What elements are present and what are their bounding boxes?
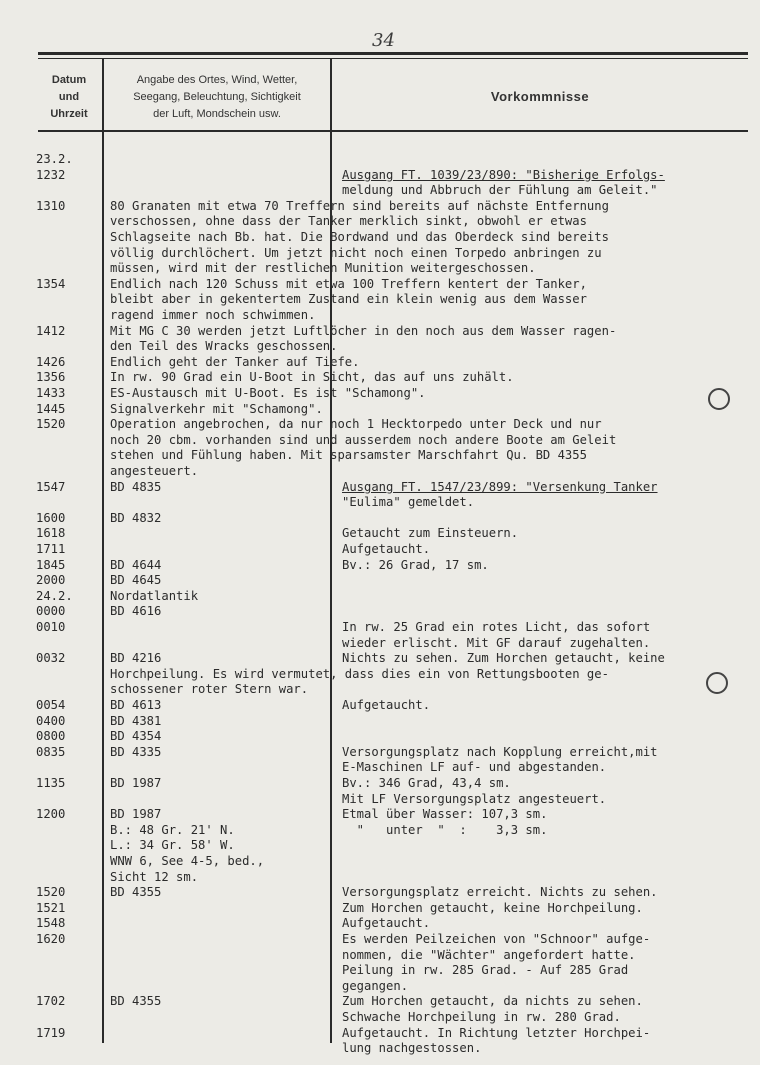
time-cell: 1520 xyxy=(36,885,66,900)
event-cell: Peilung in rw. 285 Grad. - Auf 285 Grad xyxy=(342,963,629,978)
log-row xyxy=(0,542,760,556)
location-cell: BD 4355 xyxy=(110,885,162,900)
log-row xyxy=(0,838,760,852)
header-time-line-3: Uhrzeit xyxy=(50,108,88,120)
time-cell: 1200 xyxy=(36,807,66,822)
event-cell: Ausgang FT. 1039/23/890: "Bisherige Erfolgs- xyxy=(342,167,665,182)
event-cell: Nichts zu sehen. Zum Horchen getaucht, keine xyxy=(342,651,665,666)
header-location-line-2: Seegang, Beleuchtung, Sichtigkeit xyxy=(133,91,301,103)
time-cell: 1521 xyxy=(36,900,66,915)
header-rule xyxy=(38,130,748,132)
log-row xyxy=(0,745,760,759)
log-row xyxy=(0,963,760,977)
event-cell: Zum Horchen getaucht, keine Horchpeilung. xyxy=(342,900,643,915)
log-row xyxy=(0,620,760,634)
top-rule-thin xyxy=(38,58,748,59)
location-cell: Endlich geht der Tanker auf Tiefe. xyxy=(110,354,360,369)
log-row xyxy=(0,854,760,868)
header-time-column xyxy=(40,72,98,123)
circle-mark-icon xyxy=(706,672,728,694)
log-row xyxy=(0,901,760,915)
log-row xyxy=(0,792,760,806)
event-cell: nommen, die "Wächter" angefordert hatte. xyxy=(342,947,636,962)
time-cell: 1547 xyxy=(36,479,66,494)
location-cell: stehen und Fühlung haben. Mit sparsamster Marschfahrt Qu. BD 4355 xyxy=(110,448,587,463)
time-cell: 0835 xyxy=(36,744,66,759)
time-cell: 0800 xyxy=(36,729,66,744)
location-cell: BD 4644 xyxy=(110,557,162,572)
log-row xyxy=(0,277,760,291)
location-cell: BD 1987 xyxy=(110,807,162,822)
time-cell: 1711 xyxy=(36,542,66,556)
time-cell: 0032 xyxy=(36,651,66,666)
location-cell: BD 4645 xyxy=(110,573,162,588)
event-cell: Schwache Horchpeilung in rw. 280 Grad. xyxy=(342,1010,621,1024)
event-cell: Zum Horchen getaucht, da nichts zu sehen. xyxy=(342,994,643,1009)
location-cell: BD 4613 xyxy=(110,698,162,712)
time-cell: 23.2. xyxy=(36,152,73,166)
event-cell: Aufgetaucht. xyxy=(342,542,431,556)
location-cell: 80 Granaten mit etwa 70 Treffern sind bereits auf nächste Entfernung xyxy=(110,198,609,213)
location-cell: BD 4835 xyxy=(110,479,162,494)
location-cell: L.: 34 Gr. 58' W. xyxy=(110,838,235,853)
event-cell: meldung und Abbruch der Fühlung am Geleit." xyxy=(342,183,658,198)
log-row xyxy=(0,948,760,962)
location-cell: B.: 48 Gr. 21' N. xyxy=(110,822,235,837)
location-cell: ragend immer noch schwimmen. xyxy=(110,308,316,322)
log-row xyxy=(0,870,760,884)
time-cell: 1135 xyxy=(36,776,66,790)
log-row xyxy=(0,651,760,665)
time-cell: 1719 xyxy=(36,1025,66,1040)
log-row xyxy=(0,979,760,993)
time-cell: 1412 xyxy=(36,323,66,338)
location-cell: völlig durchlöchert. Um jetzt nicht noch einen Torpedo anbringen zu xyxy=(110,245,602,260)
log-row xyxy=(0,448,760,462)
log-row xyxy=(0,1026,760,1040)
location-cell: BD 4355 xyxy=(110,994,162,1009)
time-cell: 0054 xyxy=(36,698,66,712)
header-time-line-1: Datum xyxy=(51,74,87,86)
time-cell: 0000 xyxy=(36,604,66,619)
location-cell: Sicht 12 sm. xyxy=(110,869,199,884)
log-row xyxy=(0,667,760,681)
time-cell: 1600 xyxy=(36,510,66,525)
location-cell: Operation angebrochen, da nur noch 1 Hecktorpedo unter Deck und nur xyxy=(110,417,602,432)
log-row xyxy=(0,292,760,306)
log-row xyxy=(0,168,760,182)
log-row xyxy=(0,433,760,447)
log-row xyxy=(0,729,760,743)
event-cell: Aufgetaucht. xyxy=(342,698,431,712)
log-row xyxy=(0,480,760,494)
log-row xyxy=(0,230,760,244)
log-row xyxy=(0,355,760,369)
header-time-line-2: und xyxy=(58,91,80,103)
log-row xyxy=(0,885,760,899)
location-cell: angesteuert. xyxy=(110,464,199,478)
log-row xyxy=(0,402,760,416)
log-row xyxy=(0,495,760,509)
location-cell: Signalverkehr mit "Schamong". xyxy=(110,401,323,416)
time-cell: 1433 xyxy=(36,386,66,400)
log-row xyxy=(0,682,760,696)
time-cell: 1232 xyxy=(36,167,66,182)
page-number: 34 xyxy=(372,30,395,51)
log-row xyxy=(0,932,760,946)
log-row xyxy=(0,558,760,572)
header-location-line-3: der Luft, Mondschein usw. xyxy=(153,108,281,120)
log-row xyxy=(0,823,760,837)
log-row xyxy=(0,604,760,618)
log-row xyxy=(0,573,760,587)
log-row xyxy=(0,636,760,650)
location-cell: Schlagseite nach Bb. hat. Die Bordwand und das Oberdeck sind bereits xyxy=(110,230,609,244)
location-cell: BD 4216 xyxy=(110,651,162,666)
event-cell: E-Maschinen LF auf- und abgestanden. xyxy=(342,760,607,775)
location-cell: schossener roter Stern war. xyxy=(110,682,309,697)
time-cell: 1310 xyxy=(36,198,66,213)
log-row xyxy=(0,511,760,525)
log-row xyxy=(0,714,760,728)
location-cell: Endlich nach 120 Schuss mit etwa 100 Treffern kentert der Tanker, xyxy=(110,276,587,291)
event-cell: Es werden Peilzeichen von "Schnoor" aufge- xyxy=(342,932,651,946)
log-row xyxy=(0,339,760,353)
log-row xyxy=(0,386,760,400)
time-cell: 0400 xyxy=(36,713,66,728)
log-row xyxy=(0,807,760,821)
time-cell: 1426 xyxy=(36,354,66,369)
log-row xyxy=(0,464,760,478)
log-row xyxy=(0,199,760,213)
log-row xyxy=(0,1010,760,1024)
event-cell: gegangen. xyxy=(342,978,409,993)
event-cell: Aufgetaucht. xyxy=(342,916,431,931)
event-cell: Aufgetaucht. In Richtung letzter Horchpei- xyxy=(342,1025,651,1040)
log-row xyxy=(0,776,760,790)
log-row xyxy=(0,916,760,930)
log-row xyxy=(0,994,760,1008)
event-cell: In rw. 25 Grad ein rotes Licht, das sofort xyxy=(342,620,651,634)
time-cell: 1354 xyxy=(36,276,66,291)
event-cell: wieder erlischt. Mit GF darauf zugehalten. xyxy=(342,635,651,650)
time-cell: 0010 xyxy=(36,620,66,634)
location-cell: den Teil des Wracks geschossen. xyxy=(110,339,338,354)
location-cell: In rw. 90 Grad ein U-Boot in Sicht, das auf uns zuhält. xyxy=(110,370,514,385)
location-cell: BD 4616 xyxy=(110,604,162,619)
log-row xyxy=(0,698,760,712)
log-row xyxy=(0,152,760,166)
time-cell: 1356 xyxy=(36,370,66,385)
event-cell: Etmal über Wasser: 107,3 sm. xyxy=(342,807,548,822)
location-cell: noch 20 cbm. vorhanden sind und ausserdem noch andere Boote am Geleit xyxy=(110,432,617,447)
time-cell: 24.2. xyxy=(36,588,73,603)
log-row xyxy=(0,246,760,260)
log-row xyxy=(0,526,760,540)
event-cell: lung nachgestossen. xyxy=(342,1041,482,1056)
log-row xyxy=(0,417,760,431)
event-cell: Getaucht zum Einsteuern. xyxy=(342,526,519,541)
time-cell: 1618 xyxy=(36,526,66,541)
event-cell: " unter " : 3,3 sm. xyxy=(342,822,548,837)
header-events-column: Vorkommnisse xyxy=(490,89,590,104)
location-cell: bleibt aber in gekentertem Zustand ein klein wenig aus dem Wasser xyxy=(110,292,587,307)
log-row xyxy=(0,308,760,322)
time-cell: 2000 xyxy=(36,573,66,588)
event-cell: Versorgungsplatz nach Kopplung erreicht,mit xyxy=(342,744,658,759)
location-cell: ES-Austausch mit U-Boot. Es ist "Schamong". xyxy=(110,386,426,400)
log-row xyxy=(0,589,760,603)
time-cell: 1548 xyxy=(36,916,66,931)
location-cell: müssen, wird mit der restlichen Munition weitergeschossen. xyxy=(110,261,536,276)
location-cell: BD 1987 xyxy=(110,776,162,790)
circle-mark-icon xyxy=(708,388,730,410)
event-cell: Mit LF Versorgungsplatz angesteuert. xyxy=(342,791,607,806)
time-cell: 1445 xyxy=(36,401,66,416)
time-cell: 1520 xyxy=(36,417,66,432)
log-row xyxy=(0,1041,760,1055)
top-rule xyxy=(38,52,748,55)
location-cell: BD 4832 xyxy=(110,510,162,525)
header-location-line-1: Angabe des Ortes, Wind, Wetter, xyxy=(136,74,298,86)
time-cell: 1620 xyxy=(36,932,66,946)
location-cell: verschossen, ohne dass der Tanker merklich sinkt, obwohl er etwas xyxy=(110,214,587,229)
location-cell: Nordatlantik xyxy=(110,588,199,603)
location-cell: BD 4354 xyxy=(110,729,162,744)
event-cell: Versorgungsplatz erreicht. Nichts zu sehen. xyxy=(342,885,658,900)
log-row xyxy=(0,214,760,228)
location-cell: BD 4381 xyxy=(110,713,162,728)
event-cell: Ausgang FT. 1547/23/899: "Versenkung Tanker xyxy=(342,479,658,494)
location-cell: BD 4335 xyxy=(110,744,162,759)
location-cell: Mit MG C 30 werden jetzt Luftlöcher in den noch aus dem Wasser ragen- xyxy=(110,323,617,338)
event-cell: "Eulima" gemeldet. xyxy=(342,495,475,510)
location-cell: WNW 6, See 4-5, bed., xyxy=(110,854,265,868)
event-cell: Bv.: 346 Grad, 43,4 sm. xyxy=(342,776,511,790)
log-row xyxy=(0,760,760,774)
log-row xyxy=(0,261,760,275)
log-row xyxy=(0,370,760,384)
event-cell: Bv.: 26 Grad, 17 sm. xyxy=(342,557,489,572)
log-row xyxy=(0,324,760,338)
location-cell: Horchpeilung. Es wird vermutet, dass dies ein von Rettungsbooten ge- xyxy=(110,666,609,681)
time-cell: 1845 xyxy=(36,557,66,572)
header-location-column xyxy=(108,72,326,123)
time-cell: 1702 xyxy=(36,994,66,1009)
log-row xyxy=(0,183,760,197)
